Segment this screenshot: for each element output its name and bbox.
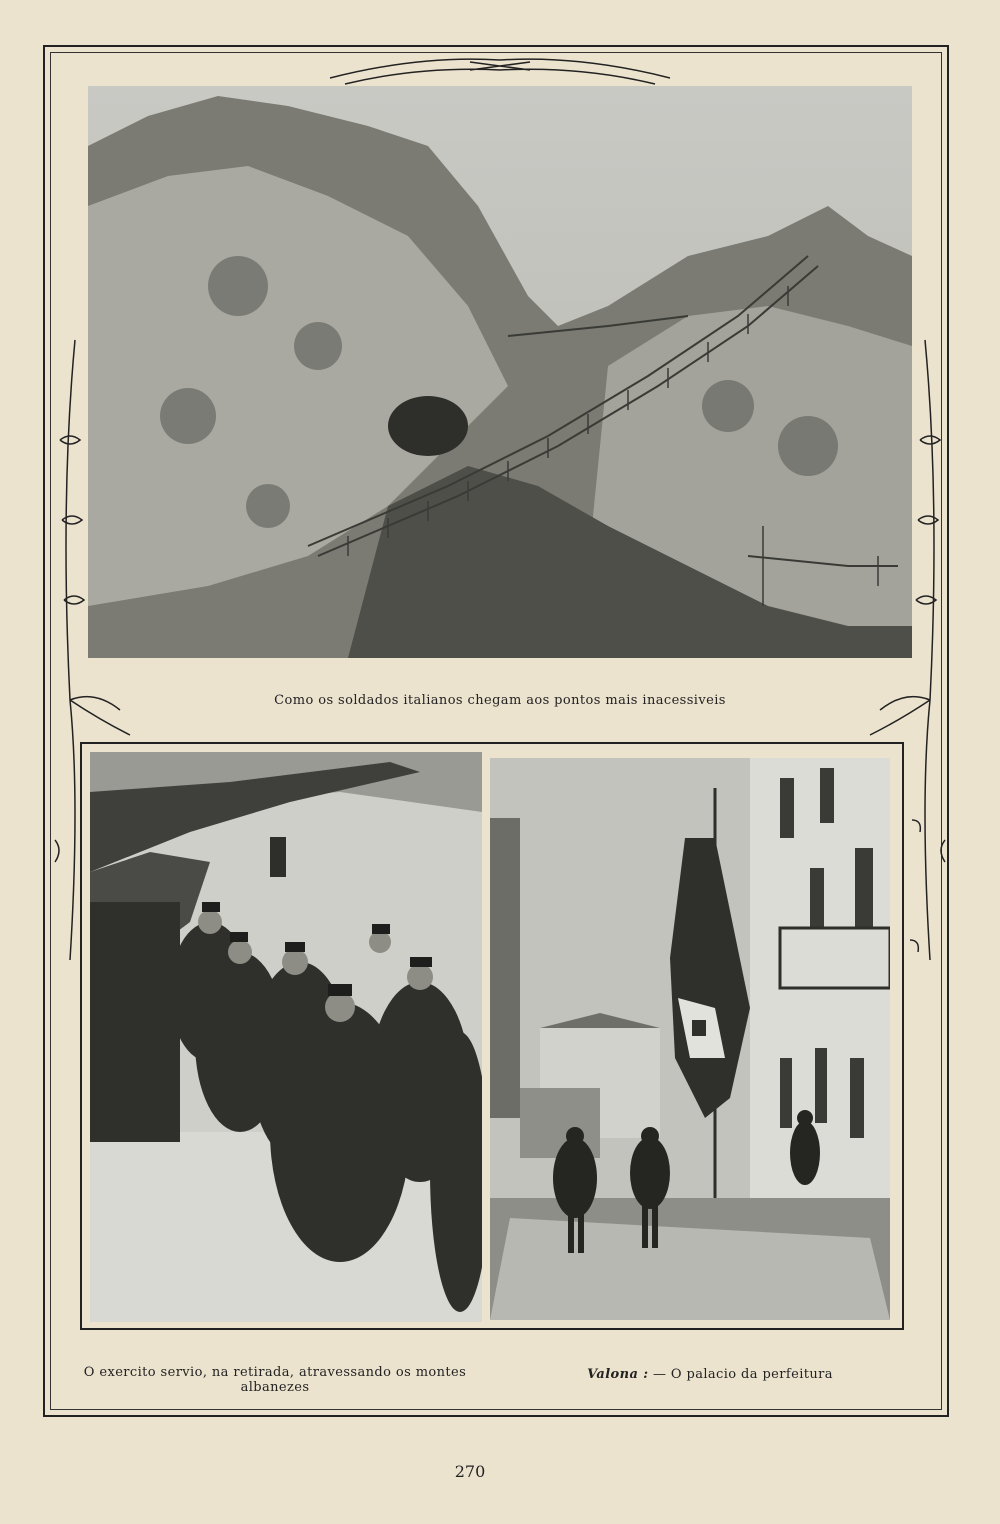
photo-mountain-walkways [88,86,912,658]
photo-serbian-army-retreat [90,752,482,1322]
caption-bottom-left-photo: O exercito servio, na retirada, atravessando os montes albanezes [83,1365,467,1395]
caption-bottom-right-photo [560,1367,860,1382]
caption-place-name: Valona : [587,1367,649,1382]
page-number: 270 [454,1462,486,1481]
caption-description: — O palacio da perfeitura [652,1367,833,1382]
photo-valona-palace [490,758,890,1320]
caption-top-photo: Como os soldados italianos chegam aos pontos mais inacessiveis [274,693,726,708]
